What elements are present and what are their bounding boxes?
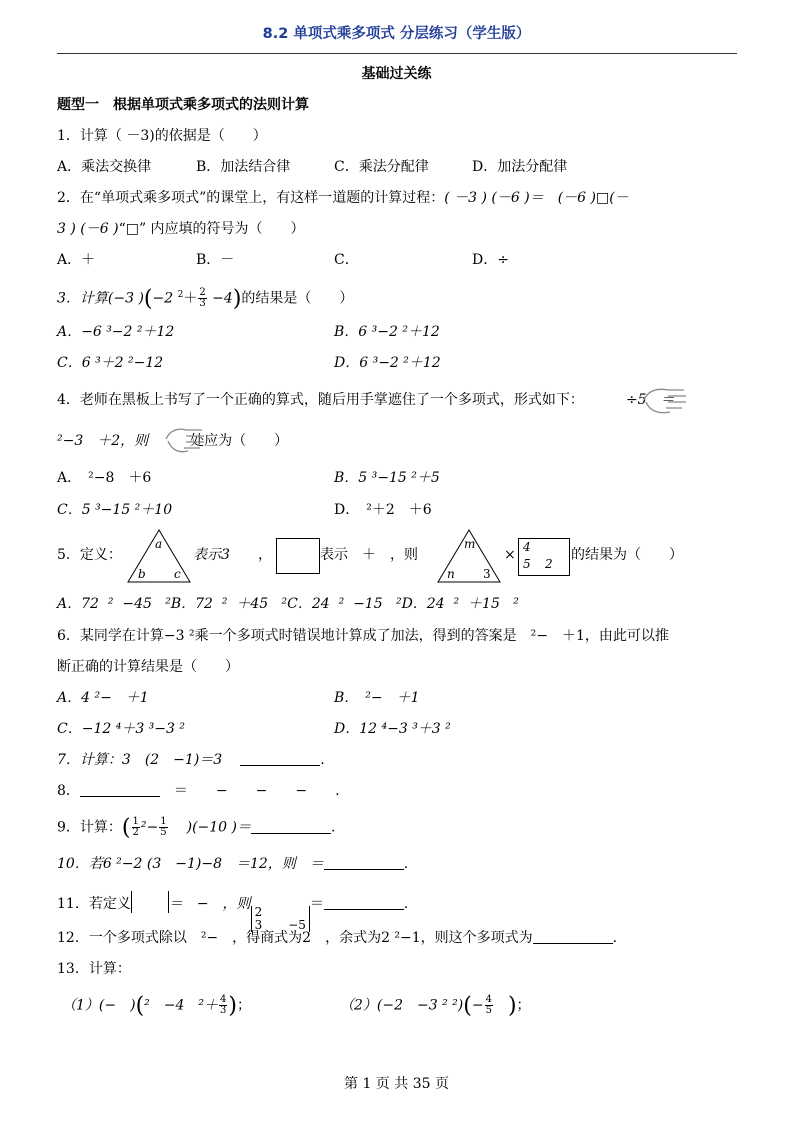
q7-line	[57, 750, 325, 770]
q11-eq: ＝	[309, 896, 324, 912]
q4-line2-math: ²−3 ＋2，则	[57, 433, 149, 449]
q10-end: .	[403, 856, 409, 872]
q12-answer-blank[interactable]	[533, 929, 613, 944]
q9-end: .	[331, 819, 336, 836]
hand-cover-icon	[640, 382, 690, 418]
q13-p2-prefix: （2）(−2 −3 ² ²)	[340, 997, 464, 1014]
q13-p1-expr: ² −4 ²＋	[144, 997, 219, 1014]
q2-line1-math: ( －3 ) (－6 )＝ (－6 )□(－	[444, 190, 629, 206]
q4-option-b: B．5 ³−15 ²＋5	[334, 470, 440, 486]
q3-suffix: 的结果是（ ）	[241, 290, 354, 307]
q8-prefix: 8．	[57, 783, 80, 799]
q1-option-b: B．加法结合律	[196, 159, 291, 175]
q11-m1: 2	[254, 905, 263, 919]
q13-p2-mid: −	[471, 997, 484, 1014]
q1-option-a: A．乘法交换律	[57, 159, 152, 175]
q12-prefix: 12．一个多项式除以 ²− ，得商式为2 ，余式为2 ²−1，则这个多项式为	[57, 930, 533, 946]
q1-option-c: C．乘法分配律	[334, 159, 429, 175]
header-divider	[57, 53, 737, 54]
q4-option-c: C．5 ³−15 ²＋10	[57, 502, 173, 518]
q11-prefix: 11．若定义	[57, 896, 131, 912]
q6-option-c: C．−12 ⁴＋3 ³−3 ²	[57, 721, 185, 737]
q5-options: A．72 ² −45 ²B．72 ² ＋45 ²C．24 ² −15 ²D．24 ² ＋15 ²	[57, 596, 519, 612]
q4-option-d: D． ²＋2 ＋6	[334, 502, 432, 518]
triangle2-label-3: 3	[483, 567, 491, 581]
triangle1-label-a: a	[155, 537, 163, 551]
q5-times: ×	[504, 547, 516, 563]
q3-fraction: $\frac{2}{3}$	[199, 287, 206, 310]
box-label-2: 2	[545, 557, 553, 571]
q9-prefix: 9．计算：	[57, 819, 122, 836]
q3-sup: 2	[177, 290, 184, 300]
page-footer: 第 1 页 共 35 页	[344, 1076, 449, 1092]
q10-answer-blank[interactable]	[324, 855, 404, 870]
q9-fraction-2: $\frac{1}{5}$	[160, 816, 167, 838]
q9-answer-blank[interactable]	[251, 819, 331, 834]
triangle1-label-b: b	[138, 567, 146, 581]
q8-line	[57, 781, 340, 801]
q2-line2	[57, 219, 305, 239]
q6-line2: 断正确的计算结果是（ ）	[57, 659, 239, 675]
q11-m3: −5	[288, 918, 306, 932]
q11-end: .	[403, 896, 409, 912]
q2-option-c: C．	[334, 252, 359, 268]
hand-cover-icon	[162, 423, 206, 457]
q8-suffix: ＝ − − − .	[159, 783, 340, 799]
square-box	[276, 538, 320, 574]
triangle-mn3-icon	[436, 528, 502, 584]
q11-m2: 3	[254, 918, 263, 932]
q9-fraction-1: $\frac{1}{2}$	[132, 816, 139, 838]
q2-line1-text: 2．在“单项式乘多项式”的课堂上，有这样一道题的计算过程：	[57, 190, 445, 206]
q3-plus: ＋	[183, 290, 198, 307]
q3-option-c: C．6 ³＋2 ²−12	[57, 355, 164, 371]
box-452	[518, 538, 570, 576]
q13-part1: （1）(− )(² −4 ²＋ $\frac{4}{3}$ )；	[62, 993, 251, 1019]
q4-option-a: A． ²−8 ＋6	[57, 470, 152, 486]
q13-p2-fraction: $\frac{4}{5}$	[485, 994, 492, 1016]
q13-p1-end: ；	[237, 997, 251, 1014]
q3-option-a: A．−6 ³−2 ²＋12	[57, 324, 175, 340]
q9-line: 9．计算：( $\frac{1}{2}$ ²− $\frac{1}{5}$ )(−10 )＝ .	[57, 815, 336, 841]
box-label-5: 5	[523, 557, 531, 571]
q5-comma: ，	[258, 547, 272, 563]
q6-option-b: B． ²− ＋1	[334, 690, 420, 706]
q12-end: .	[612, 930, 618, 946]
q5-mid2: 表示 ＋ ，则	[320, 547, 418, 563]
q4-line1	[57, 390, 675, 410]
q13-part2: （2）(−2 −3 ² ²)(− $\frac{4}{5}$ )；	[340, 993, 531, 1019]
q13-p2-end: ；	[516, 997, 531, 1014]
q7-suffix: .	[320, 752, 325, 768]
q3-option-b: B．6 ³−2 ²＋12	[334, 324, 440, 340]
q10-line	[57, 854, 408, 874]
q13-p1-fraction: $\frac{4}{3}$	[220, 994, 227, 1016]
page-header-title: 8.2 单项式乘多项式 分层练习（学生版）	[262, 26, 531, 42]
q4-line2-text: 处应为（ ）	[190, 433, 289, 449]
q6-option-d: D．12 ⁴−3 ³＋3 ²	[334, 721, 451, 737]
q9-mid: ²−	[140, 819, 159, 836]
q13-p1-prefix: （1）(− )	[62, 997, 136, 1014]
triangle2-label-m: m	[464, 537, 476, 551]
q9-suffix: )(−10 )＝	[186, 819, 251, 836]
q3-expr-a: −2	[152, 290, 178, 307]
triangle2-label-n: n	[447, 567, 455, 581]
triangle1-label-c: c	[174, 567, 181, 581]
triangle-abc-icon	[126, 528, 192, 584]
q3-expr-b: −4	[207, 290, 233, 307]
q5-mid1: 表示3	[193, 547, 230, 563]
q7-answer-blank[interactable]	[240, 751, 320, 766]
q11-line	[57, 891, 408, 932]
question-type-title: 题型一 根据单项式乘多项式的法则计算	[57, 97, 309, 113]
q5-prefix: 5．定义：	[57, 547, 122, 563]
q7-prefix: 7．计算：3 (2 −1)＝3	[57, 752, 223, 768]
q5-suffix: 的结果为（ ）	[571, 547, 683, 563]
q11-determinant-box	[131, 891, 169, 913]
q8-answer-blank[interactable]	[80, 782, 160, 797]
q3-stem: 3．计算(−3 )(−2 $^2$＋ $\frac{2}{3}$ −4)的结果是（ ）	[57, 286, 354, 312]
section-title: 基础过关练	[361, 66, 432, 82]
q6-line1: 6．某同学在计算−3 ²乘一个多项式时错误地计算成了加法，得到的答案是 ²− ＋1，由此可以推	[57, 628, 669, 644]
q3-prefix: 3．计算(−3 )	[57, 290, 144, 307]
q3-option-d: D．6 ³−2 ²＋12	[334, 355, 441, 371]
q6-option-a: A．4 ²− ＋1	[57, 690, 149, 706]
q2-line2-text: “□” 内应填的符号为（ ）	[118, 221, 305, 237]
q11-answer-blank[interactable]	[324, 895, 404, 910]
q2-option-d: D．÷	[472, 252, 509, 268]
q2-option-a: A．＋	[57, 252, 96, 268]
q2-line2-math: 3 ) (－6 )	[57, 221, 119, 237]
q11-def: ＝ − ，则	[168, 896, 251, 912]
q13-stem: 13．计算：	[57, 961, 131, 977]
q1-stem: 1．计算（ －3)的依据是（ ）	[57, 128, 267, 144]
q4-line1-math: ÷5 ＝	[625, 392, 675, 408]
q2-line1	[57, 188, 629, 208]
q12-line	[57, 928, 617, 948]
box-label-4: 4	[523, 540, 531, 554]
q4-line1-text: 4．老师在黑板上书写了一个正确的算式，随后用手掌遮住了一个多项式，形式如下：	[57, 392, 584, 408]
q10-prefix: 10．若6 ²−2 (3 −1)−8 ＝12，则 ＝	[57, 856, 324, 872]
q1-option-d: D．加法分配律	[472, 159, 568, 175]
q2-option-b: B．－	[196, 252, 235, 268]
